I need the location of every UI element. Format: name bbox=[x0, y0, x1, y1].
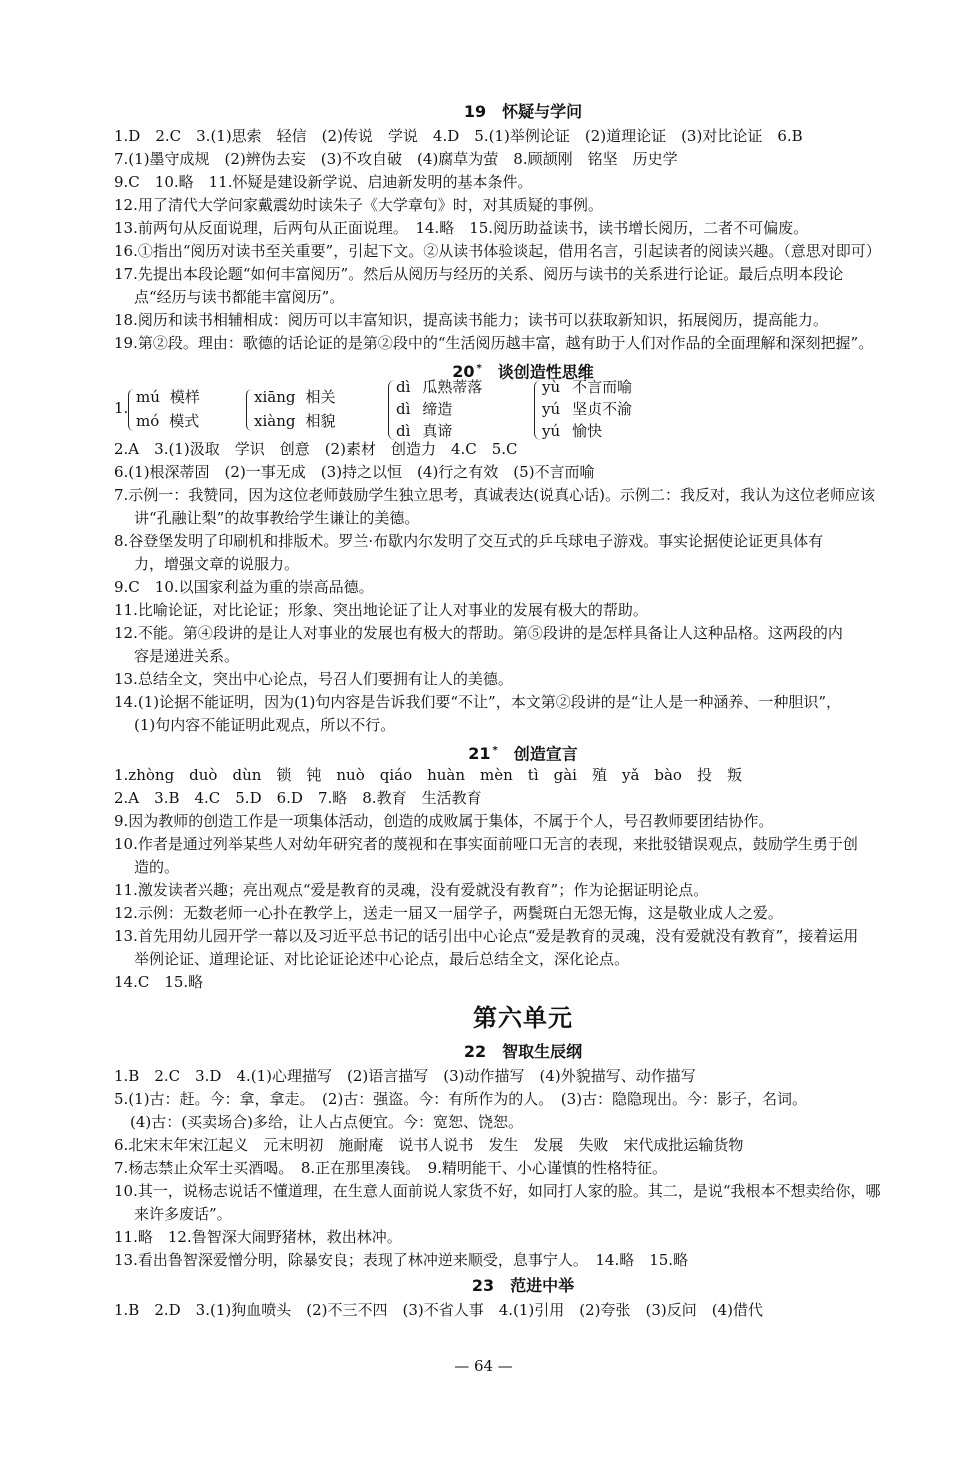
answer-line: 7.杨志禁止众军士买酒喝。 8.正在那里凑钱。 9.精明能干、小心谨慎的性格特征。 bbox=[114, 1159, 667, 1177]
answer-line: 2.A 3.(1)汲取 学识 创意 (2)素材 创造力 4.C 5.C bbox=[114, 440, 518, 458]
answer-line: 13.总结全文，突出中心论点，号召人们要拥有让人的美德。 bbox=[114, 670, 513, 688]
section-title-19: 19 怀疑与学问 bbox=[463, 102, 583, 121]
pinyin-group: mú 模样 mó 模式 bbox=[136, 385, 200, 433]
answer-line: 7.(1)墨守成规 (2)辨伪去妄 (3)不攻自破 (4)腐草为萤 8.顾颉刚 铭坚 历史学 bbox=[114, 150, 678, 168]
section-title-22: 22 智取生辰纲 bbox=[463, 1042, 583, 1061]
answer-line: 造的。 bbox=[134, 858, 180, 876]
brace-mark bbox=[246, 389, 253, 431]
answer-line: 9.C 10.以国家利益为重的崇高品德。 bbox=[114, 578, 374, 596]
answer-line: 7.示例一：我赞同，因为这位老师鼓励学生独立思考，真诚表达(说真心话)。示例二：我反对，我认为这位老师应该 bbox=[114, 486, 876, 504]
answer-line: 2.A 3.B 4.C 5.D 6.D 7.略 8.教育 生活教育 bbox=[114, 789, 482, 807]
page-number: — 64 — bbox=[454, 1357, 513, 1375]
answer-line: 17.先提出本段论题“如何丰富阅历”。然后从阅历与经历的关系、阅历与读书的关系进行论证。最后点明本段论 bbox=[114, 265, 844, 283]
answer-line: 16.①指出“阅历对读书至关重要”，引起下文。②从读书体验谈起，借用名言，引起读者的阅读兴趣。（意思对即可） bbox=[114, 242, 881, 260]
answer-line: 11.激发读者兴趣；亮出观点“爱是教育的灵魂，没有爱就没有教育”；作为论据证明论点。 bbox=[114, 881, 709, 899]
answer-line: 5.(1)古：赶。今：拿，拿走。 (2)古：强盗。今：有所作为的人。 (3)古：隐隐现出。今：影子，名词。 bbox=[114, 1090, 808, 1108]
answer-line: (1)句内容不能证明此观点，所以不行。 bbox=[134, 716, 396, 734]
brace-mark bbox=[534, 380, 541, 440]
answer-line: 力，增强文章的说服力。 bbox=[134, 555, 300, 573]
answer-line: 19.第②段。理由：歌德的话论证的是第②段中的“生活阅历越丰富，越有助于人们对作品的全面理解和深刻把握”。 bbox=[114, 334, 874, 352]
answer-line: 1.zhòng duò dùn 锁 钝 nuò qiáo huàn mèn tì gài 殖 yǎ bào 投 叛 bbox=[114, 766, 742, 784]
answer-line: 1.B 2.D 3.(1)狗血喷头 (2)不三不四 (3)不省人事 4.(1)引用 (2)夸张 (3)反问 (4)借代 bbox=[114, 1301, 764, 1319]
answer-line: 容是递进关系。 bbox=[134, 647, 240, 665]
answer-line: 举例论证、道理论证、对比论证论述中心论点，最后总结全文，深化论点。 bbox=[134, 950, 630, 968]
unit-title: 第六单元 bbox=[473, 1004, 573, 1032]
answer-line: 12.不能。第④段讲的是让人对事业的发展也有极大的帮助。第⑤段讲的是怎样具备让人这种品格。这两段的内 bbox=[114, 624, 843, 642]
answer-line: 点“经历与读书都能丰富阅历”。 bbox=[134, 288, 345, 306]
answer-line: 9.C 10.略 11.怀疑是建设新学说、启迪新发明的基本条件。 bbox=[114, 173, 533, 191]
brace-mark bbox=[388, 380, 395, 440]
answer-line: 11.略 12.鲁智深大闹野猪林，救出林冲。 bbox=[114, 1228, 402, 1246]
answer-line: 13.前两句从反面说理，后两句从正面说理。 14.略 15.阅历助益读书，读书增长阅历，二者不可偏废。 bbox=[114, 219, 809, 237]
answer-line: 12.用了清代大学问家戴震幼时读朱子《大学章句》时，对其质疑的事例。 bbox=[114, 196, 603, 214]
answer-line: 8.谷登堡发明了印刷机和排版术。罗兰·布歇内尔发明了交互式的乒乓球电子游戏。事实论据使论证更具体有 bbox=[114, 532, 824, 550]
answer-line: 来许多废话”。 bbox=[134, 1205, 232, 1223]
answer-line: 13.看出鲁智深爱憎分明，除暴安良；表现了林冲逆来顺受，息事宁人。 14.略 15.略 bbox=[114, 1251, 689, 1269]
answer-line: (4)古：(买卖场合)多给，让人占点便宜。今：宽恕、饶恕。 bbox=[130, 1113, 523, 1131]
answer-line: 10.其一，说杨志说话不懂道理，在生意人面前说人家货不好，如同打人家的脸。其二，是说“我根本不想卖给你，哪 bbox=[114, 1182, 881, 1200]
pinyin-group: dì 瓜熟蒂落 dì 缔造 dì 真谛 bbox=[396, 376, 482, 442]
pinyin-question-1: 1. mú 模样 mó 模式 xiāng 相关 xiàng 相貌 dì 瓜熟蒂落 dì 缔造 dì 真谛 yù 不言而喻 yú 坚贞不渝 yú 愉快 bbox=[114, 378, 633, 440]
answer-line: 14.C 15.略 bbox=[114, 973, 204, 991]
section-title-20: 20 * 谈创造性思维 bbox=[452, 362, 594, 382]
answer-line: 18.阅历和读书相辅相成：阅历可以丰富知识，提高读书能力；读书可以获取新知识，拓展阅历，提高能力。 bbox=[114, 311, 828, 329]
answer-line: 1.D 2.C 3.(1)思索 轻信 (2)传说 学说 4.D 5.(1)举例论证 (2)道理论证 (3)对比论证 6.B bbox=[114, 127, 803, 145]
section-title-21: 21 * 创造宣言 bbox=[468, 744, 578, 764]
brace-mark bbox=[128, 389, 135, 431]
content-column bbox=[114, 98, 932, 1322]
answer-line: 13.首先用幼儿园开学一幕以及习近平总书记的话引出中心论点“爱是教育的灵魂，没有爱就没有教育”，接着运用 bbox=[114, 927, 859, 945]
answer-line: 11.比喻论证，对比论证；形象、突出地论证了让人对事业的发展有极大的帮助。 bbox=[114, 601, 648, 619]
answer-line: 12.示例：无数老师一心扑在教学上，送走一届又一届学子，两鬓斑白无怨无悔，这是敬业成人之爱。 bbox=[114, 904, 783, 922]
answer-line: 6.(1)根深蒂固 (2)一事无成 (3)持之以恒 (4)行之有效 (5)不言而喻 bbox=[114, 463, 595, 481]
pinyin-group: xiāng 相关 xiàng 相貌 bbox=[254, 385, 335, 433]
answer-line: 1.B 2.C 3.D 4.(1)心理描写 (2)语言描写 (3)动作描写 (4)外貌描写、动作描写 bbox=[114, 1067, 696, 1085]
answer-line: 6.北宋末年宋江起义 元末明初 施耐庵 说书人说书 发生 发展 失败 宋代成批运输货物 bbox=[114, 1136, 744, 1154]
answer-line: 10.作者是通过列举某些人对幼年研究者的蔑视和在事实面前哑口无言的表现，来批驳错误观点，鼓励学生勇于创 bbox=[114, 835, 858, 853]
answer-line: 14.(1)论据不能证明，因为(1)句内容是告诉我们要“不让”，本文第②段讲的是“让人是一种涵养、一种胆识”， bbox=[114, 693, 842, 711]
pinyin-group: yù 不言而喻 yú 坚贞不渝 yú 愉快 bbox=[542, 376, 632, 442]
answer-line: 9.因为教师的创造工作是一项集体活动，创造的成败属于集体，不属于个人，号召教师要团结协作。 bbox=[114, 812, 774, 830]
section-title-23: 23 范进中举 bbox=[471, 1276, 575, 1295]
answer-line: 讲“孔融让梨”的故事教给学生谦让的美德。 bbox=[134, 509, 420, 527]
